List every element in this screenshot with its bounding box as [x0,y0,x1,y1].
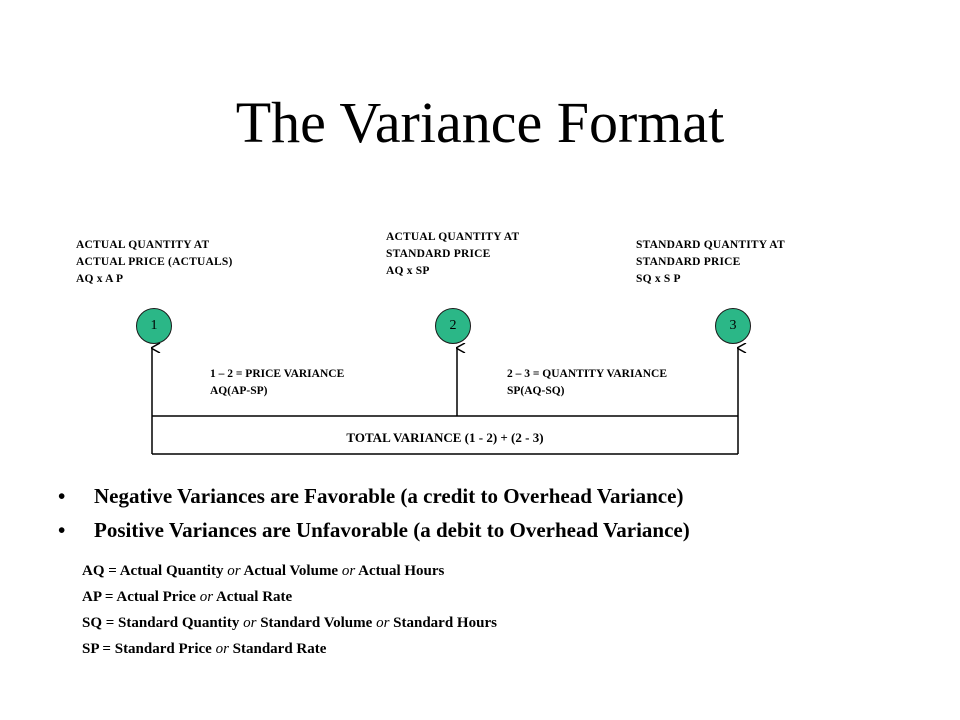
definition-sp-or1: or [215,641,229,657]
definition-sq-part1: SQ = Standard Quantity [82,615,244,631]
page-title: The Variance Format [235,90,725,155]
quantity-variance-formula: SP(AQ-SQ) [507,385,565,397]
definition-ap-part1: AP = Actual Price [82,589,200,605]
bullet-item-2 [56,513,690,547]
price-variance-line-1: 1 – 2 = PRICE VARIANCE [210,368,345,380]
column-1-line-3: AQ x A P [76,273,124,285]
bullet-item-1 [56,479,690,513]
bullet-list [56,479,690,547]
bullet-text-1: Negative Variances are Favorable (a credit to Overhead Variance) [94,484,684,508]
definition-sq-or1: or [243,615,257,631]
definition-sp-part2: Standard Rate [228,641,327,657]
definition-ap-part2: Actual Rate [213,589,293,605]
definition-aq-or1: or [227,563,241,579]
definitions-list [82,558,497,662]
quantity-variance-line-1: 2 – 3 = QUANTITY VARIANCE [507,368,668,380]
column-2-line-3: AQ x SP [386,265,430,277]
definition-sp-part1: SP = Standard Price [82,641,216,657]
column-2-line-2: STANDARD PRICE [386,248,491,260]
definition-sq-part2: Standard Volume [256,615,377,631]
definition-sq [82,610,497,636]
column-3-line-3: SQ x S P [636,273,681,285]
column-3-line-2: STANDARD PRICE [636,256,741,268]
definition-aq-part1: AQ = Actual Quantity [82,563,228,579]
definition-sq-or2: or [376,615,390,631]
column-1-line-2: ACTUAL PRICE (ACTUALS) [76,256,233,268]
bullet-dot-icon: • [58,518,66,542]
total-variance-label: TOTAL VARIANCE (1 - 2) + (2 - 3) [346,430,544,445]
definition-sq-part3: Standard Hours [389,615,497,631]
node-3: 3 [715,308,751,344]
definition-sp [82,636,497,662]
bullet-dot-icon: • [58,484,66,508]
column-1-line-1: ACTUAL QUANTITY AT [76,239,210,251]
definition-ap [82,584,497,610]
definition-ap-or1: or [199,589,214,605]
bullet-text-2: Positive Variances are Unfavorable (a debit to Overhead Variance) [94,518,690,542]
definition-aq-or2: or [341,563,356,579]
price-variance-label [210,366,344,400]
node-2: 2 [435,308,471,344]
price-variance-formula: AQ(AP-SP) [210,385,268,397]
node-1: 1 [136,308,172,344]
column-2-line-1: ACTUAL QUANTITY AT [386,231,520,243]
definition-aq [82,558,497,584]
definition-aq-part2: Actual Volume [240,563,342,579]
quantity-variance-label [507,366,667,400]
column-3-line-1: STANDARD QUANTITY AT [636,239,785,251]
definition-aq-part3: Actual Hours [355,563,445,579]
